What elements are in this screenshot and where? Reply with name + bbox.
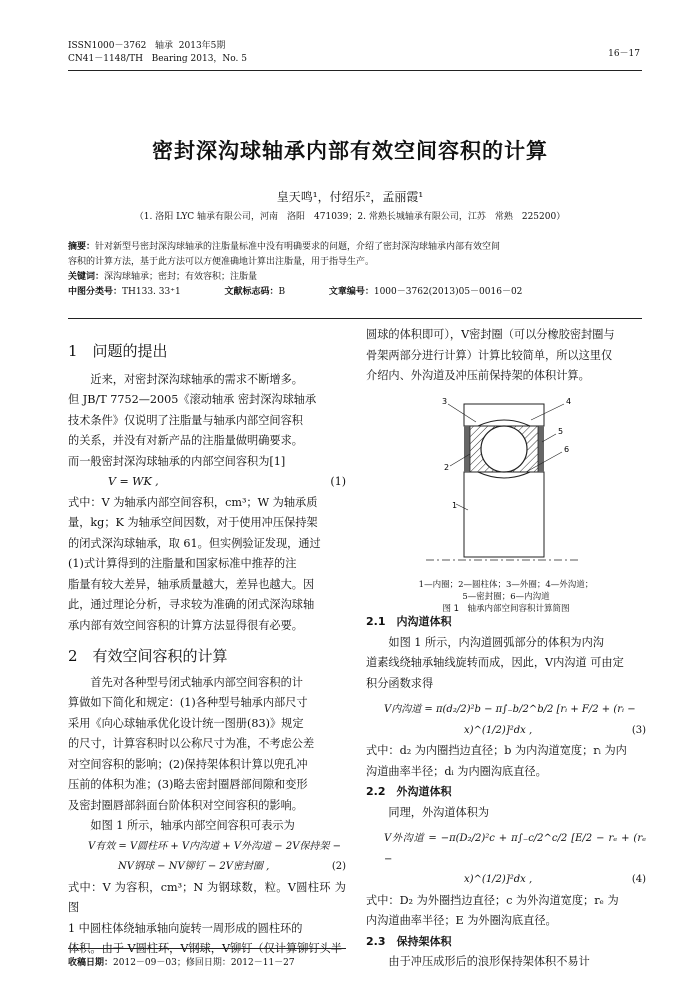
journal-name: 轴承 xyxy=(155,41,174,51)
footnote-rule xyxy=(68,948,346,949)
seal-left xyxy=(464,426,470,472)
paragraph: 首先对各种型号闭式轴承内部空间容积的计 算做如下简化和规定：(1)各种型号轴承内部尺寸 采用《向心球轴承优化设计统一图册(83)》规定 的尺寸，计算容积时以公称尺寸为准，不考虑公差 对空间容积的影响；(2)保持架体积计算以兜孔冲 压前的体积为准；(3)略去密封圈唇部间隙和变形 及密封圈唇部斜面台阶体积对空间容积的影响。 如图 1 所示，轴承内部空间容积可表示为 xyxy=(68,675,315,832)
inner-ring xyxy=(464,472,544,557)
paragraph: 式中：d₂ 为内圈挡边直径；b 为内沟道宽度；rᵢ 为内 沟道曲率半径；dᵢ 为内圈沟底直径。 xyxy=(366,744,627,778)
authors: 皇天鸣¹，付绍乐²，孟丽霞¹ xyxy=(276,190,424,204)
fig-label-2: 2 xyxy=(444,463,450,472)
abstract-rule xyxy=(68,318,642,319)
outer-ring xyxy=(464,404,544,426)
issue: 2013年5期 xyxy=(178,41,226,51)
paper-title: 密封深沟球轴承内部有效空间容积的计算 xyxy=(152,139,548,163)
classification-line: 中图分类号：TH133. 33⁺1 文献标志码：B 文章编号：1000－3762(2013)05－0016－02 xyxy=(68,287,523,297)
paragraph: 式中：D₂ 为外圈挡边直径；c 为外沟道宽度；rₑ 为 内沟道曲率半径；E 为外圈沟底直径。 xyxy=(366,893,619,927)
abstract-label: 摘要： xyxy=(68,242,96,252)
cn-number: CN41－1148/TH xyxy=(68,54,144,64)
keywords: 深沟球轴承；密封；有效容积；注脂量 xyxy=(104,272,258,282)
paragraph: 圆球的体积即可），V密封圈（可以分橡胶密封圈与 骨架两部分进行计算）计算比较简单，所以这里仅 介绍内、外沟道及冲压前保持架的体积计算。 xyxy=(366,328,615,382)
received-date: 收稿日期：2012－09－03；修回日期：2012－11－27 xyxy=(68,958,295,968)
keywords-label: 关键词： xyxy=(68,272,105,282)
section-2-2-title: 2.2 外沟道体积 xyxy=(366,785,452,798)
figure-legend-1: 1—内圈；2—圆柱体；3—外圈；4—外沟道； xyxy=(418,580,594,590)
figure-1 xyxy=(366,392,646,622)
page-range: 16－17 xyxy=(608,49,640,59)
section-2-title: 2 有效空间容积的计算 xyxy=(68,647,228,665)
fig-label-6: 6 xyxy=(564,445,570,454)
section-1-title: 1 问题的提出 xyxy=(68,342,168,360)
header-rule xyxy=(68,70,642,71)
paragraph: 同理，外沟道体积为 xyxy=(366,805,490,819)
figure-legend-2: 5—密封圈；6—内沟道 xyxy=(462,592,550,602)
fig-label-4: 4 xyxy=(566,397,572,406)
fig-label-3: 3 xyxy=(442,397,448,406)
journal-header xyxy=(68,40,247,66)
paragraph: 式中：V 为容积，cm³；N 为钢球数，粒。V圆柱环 为图 1 中圆柱体绕轴承轴向旋转一周形成的圆柱环的 体积。由于 V圆柱环，V钢球，V铆钉（仅计算铆钉头半 xyxy=(68,880,346,955)
section-2-1-title: 2.1 内沟道体积 xyxy=(366,615,452,628)
left-column xyxy=(68,325,346,960)
bearing-cross-section xyxy=(366,392,646,582)
issn: ISSN1000－3762 xyxy=(68,41,147,51)
paragraph: 由于冲压成形后的浪形保持架体积不易计 xyxy=(366,955,590,968)
fig-label-1: 1 xyxy=(452,501,458,510)
equation-3: V内沟道 = π(d₂/2)²b − π∫₋b/2^b/2 [rᵢ + F/2 + (rᵢ − x)^(1/2)]²dx , (3) xyxy=(384,704,646,736)
paragraph: 如图 1 所示，内沟道圆弧部分的体积为内沟 道素线绕轴承轴线旋转而成，因此，V内沟道 可由定 积分函数求得 xyxy=(366,635,624,690)
affiliation: （1. 洛阳 LYC 轴承有限公司，河南 洛阳 471039；2. 常熟长城轴承有限公司，江苏 常熟 225200） xyxy=(134,212,566,222)
figure-caption: 图 1 轴承内部空间容积计算简图 xyxy=(442,604,570,614)
equation-2: V有效 = V圆柱环 + V内沟道 + V外沟道 − 2V保持架 − NV钢球 − NV铆钉 − 2V密封圈 , (2) xyxy=(88,840,346,872)
journal-name-en: Bearing 2013，No. 5 xyxy=(151,54,248,64)
equation-1: V = WK , (1) xyxy=(108,475,346,488)
paragraph: 式中：V 为轴承内部空间容积，cm³；W 为轴承质 量，kg；K 为轴承空间因数，对于使用冲压保持架 的闭式深沟球轴承，取 61。但实例验证发现，通过 (1)式计算得到的注脂量和国家标准中推荐的注 脂量有较大差异，轴承质量越大，差异也越大。因 此，通过理论分析，寻求较为准确的闭式深沟球轴 承内部有效空间容积的计算方法显得很有必要。 xyxy=(68,495,321,632)
abstract: 摘要：针对新型号密封深沟球轴承的注脂量标准中没有明确要求的问题，介绍了密封深沟球轴承内部有效空间 容积的计算方法，基于此方法可以方便准确地计算出注脂量，用于指导生产。 关键词：深沟球轴承；密封；有效容积；注脂量 中图分类号：TH133. 33⁺1 文献标志码：B 文章编号：1000－3762(2013)05－0016－02 xyxy=(68,240,643,300)
fig-label-5: 5 xyxy=(558,427,564,436)
right-column xyxy=(366,325,646,387)
ball xyxy=(481,426,527,472)
equation-4: V外沟道 = −π(D₂/2)²c + π∫₋c/2^c/2 [E/2 − rₑ + (rₑ − x)^(1/2)]²dx , (4) xyxy=(384,833,646,885)
section-2-3-title: 2.3 保持架体积 xyxy=(366,934,452,948)
paragraph: 近来，对密封深沟球轴承的需求不断增多。 但 JB/T 7752—2005《滚动轴承 密封深沟球轴承 技术条件》仅说明了注脂量与轴承内部空间容积 的关系，并没有对新产品的注脂量做明确要求。 而一般密封深沟球轴承的内部空间容积为[1] xyxy=(68,372,317,468)
right-column-lower xyxy=(366,612,646,973)
